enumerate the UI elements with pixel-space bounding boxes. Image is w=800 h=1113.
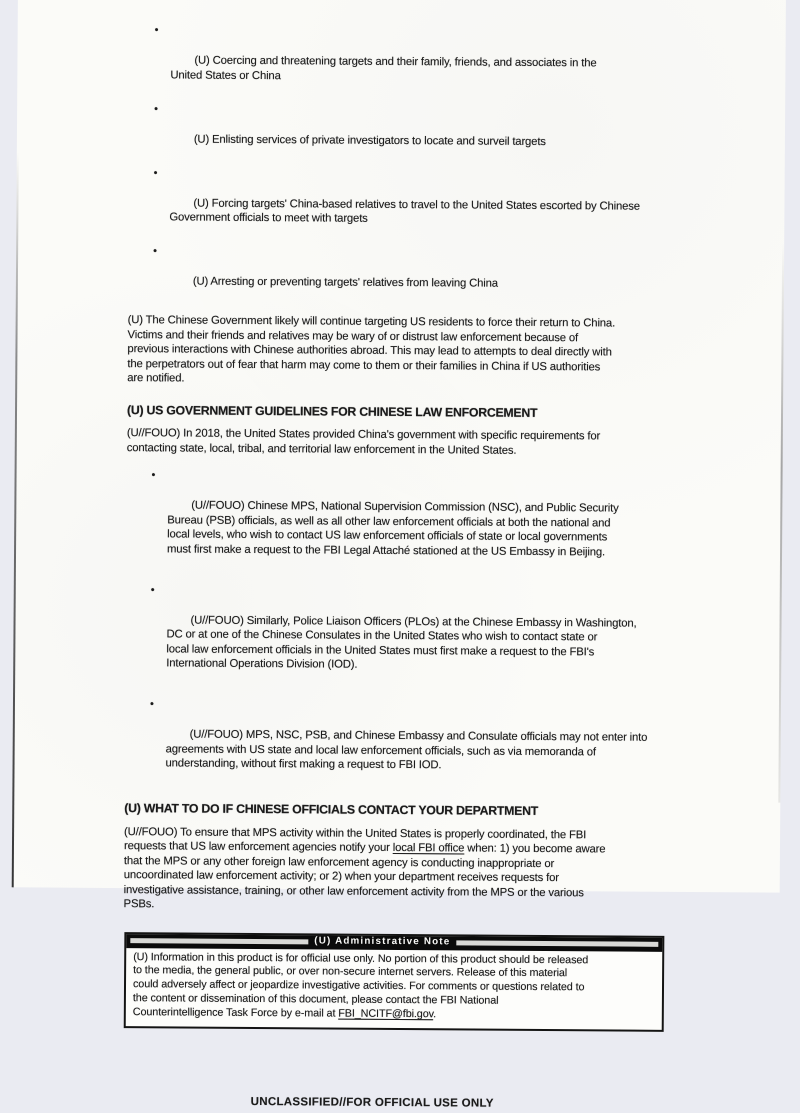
paragraph-contact-after: when: 1) you become aware that the MPS or any other foreign law enforcement agency is conducting inappropriate or uncoordinated law enforcement activity; or 2) when your department receives requests for investigative assistance, training, or other law enforcement activity from the MPS or the various PSBs. [123, 842, 606, 911]
bullet-text: (U//FOUO) Chinese MPS, National Supervision Commission (NSC), and Public Security Bureau (PSB) officials, as well as all other law enforcement officials at both the national and local levels, who wish to contact US law enforcement officials of state or local governments must first make a request to the FBI Legal Attaché stationed at the US Embassy in Beijing. [167, 499, 619, 558]
document-content [122, 24, 688, 1112]
bullet-icon: • [154, 24, 159, 37]
bullet-text: (U) Coercing and threatening targets and their family, friends, and associates in the United States or China [170, 54, 597, 82]
bullet-icon: • [151, 469, 156, 482]
bullet-text: (U) Forcing targets' China-based relatives to travel to the United States escorted by Chinese Government officials to meet with targets [169, 197, 641, 225]
section-heading-contact: (U) WHAT TO DO IF CHINESE OFFICIALS CONTACT YOUR DEPARTMENT [124, 801, 539, 818]
administrative-note-body [126, 948, 663, 1030]
bullet-icon: • [154, 102, 158, 115]
document-page [12, 0, 787, 1110]
bullet-item [124, 698, 683, 789]
header-bar-stripe-right [456, 940, 658, 946]
header-bar-stripe-left [130, 938, 308, 944]
email-link: FBI_NCITF@fbi.gov [338, 1007, 434, 1021]
paragraph-contact-before: (U//FOUO) To ensure that MPS activity within the United States is properly coordinated, the FBI requests that US law enforcement agencies notify your [123, 825, 587, 854]
paragraph-targeting: (U) The Chinese Government likely will continue targeting US residents to force their return to China. Victims and their friends and relatives may be wary of or distrust law enforcement because of previous interactions with Chinese authorities abroad. This may lead to attempts to deal directly with the perpetrators out of fear that harm may come to them or their families in China if US authorities are notified. [127, 314, 616, 385]
bullet-icon: • [153, 245, 157, 258]
classification-footer: UNCLASSIFIED//FOR OFFICIAL USE ONLY [250, 1096, 494, 1110]
bullet-text: (U//FOUO) MPS, NSC, PSB, and Chinese Embassy and Consulate officials may not enter into agreements with US state and local law enforcement officials, such as via memoranda of understanding, without first making a request to FBI IOD. [165, 728, 648, 772]
bullet-item [129, 103, 687, 165]
bullet-text: (U//FOUO) Similarly, Police Liaison Officers (PLOs) at the Chinese Embassy in Washington, DC or at one of the Chinese Consulates in the United States who wish to contact state or local law enforcement officials in the United States must first make a request to the FBI's International Operations Division (IOD). [166, 614, 637, 671]
page-left-edge-shadow [12, 152, 19, 887]
bullet-icon: • [150, 583, 155, 596]
intro-bullet-list [128, 24, 688, 307]
page-right-edge-shadow [778, 243, 784, 803]
paragraph-guidelines-intro: (U//FOUO) In 2018, the United States provided China's government with specific requirements for contacting state, local, tribal, and territorial law enforcement in the United States. [126, 427, 601, 457]
bullet-text: (U) Arresting or preventing targets' relatives from leaving China [192, 275, 498, 290]
administrative-note-box [124, 932, 665, 1032]
bullet-icon: • [153, 166, 158, 179]
guidelines-bullet-list [124, 469, 684, 789]
bullet-item [129, 24, 687, 100]
paragraph-contact [124, 825, 683, 916]
bullet-item [126, 469, 685, 574]
administrative-note-text: (U) Information in this product is for official use only. No portion of this product should be released to the media, the general public, or over non-secure internet servers. Release of this material could adversely affect or jeopardize investigative activities. For comments or questions related to the content or dissemination of this document, please contact the FBI National Counterintelligence Task Force by e-mail at [132, 950, 589, 1020]
bullet-text: (U) Enlisting services of private investigators to locate and surveil targets [193, 133, 546, 148]
bullet-item [128, 167, 686, 243]
section-heading-guidelines: (U) US GOVERNMENT GUIDELINES FOR CHINESE LAW ENFORCEMENT [126, 402, 538, 420]
local-fbi-office-link: local FBI office [392, 841, 465, 855]
administrative-note-text-end: . [433, 1008, 437, 1021]
bullet-item [128, 245, 686, 307]
bullet-icon: • [149, 698, 154, 711]
administrative-note-title: (U) Administrative Note [314, 935, 451, 948]
bullet-item [125, 584, 684, 689]
